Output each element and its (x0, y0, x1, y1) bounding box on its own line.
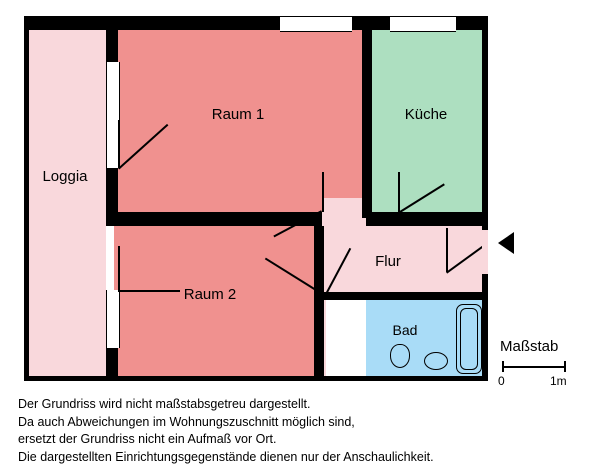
room-loggia-area (24, 30, 106, 380)
wall-hallway-bath (324, 292, 488, 300)
wall-loggia-lower (106, 348, 118, 380)
scale-bar (502, 361, 566, 373)
label-room-2: Raum 2 (183, 286, 237, 303)
disclaimer-text (18, 396, 578, 466)
label-bathroom: Bad (392, 322, 418, 338)
hallway-door-niche (322, 198, 366, 226)
bathtub-icon (456, 304, 482, 374)
floorplan-drawing (18, 8, 488, 386)
room-kitchen-area (370, 30, 482, 218)
scale-numbers (500, 374, 580, 388)
room-2-area (114, 226, 322, 380)
disclaimer-line-1: Der Grundriss wird nicht maßstabsgetreu dargestellt. (18, 397, 311, 411)
wall-room1-bottom (106, 212, 322, 226)
label-loggia: Loggia (42, 168, 88, 185)
scale-label-max: 1m (550, 374, 567, 388)
toilet-icon (390, 344, 410, 368)
wall-room2-hallway (314, 226, 324, 380)
door-entry-arc (446, 228, 448, 272)
door-kitchen-arc (398, 172, 400, 212)
wall-room1-kitchen (362, 30, 372, 218)
window-loggia-lower (106, 290, 120, 348)
disclaimer-line-2: Da auch Abweichungen im Wohnungszuschnitt möglich sind, (18, 414, 355, 429)
scale-rule (502, 366, 566, 368)
wall-kitchen-bottom (366, 212, 488, 226)
label-kitchen: Küche (404, 106, 448, 123)
scale-label-min: 0 (498, 374, 505, 388)
disclaimer-line-4: Die dargestellten Einrichtungsgegenstände dienen nur der Anschaulichkeit. (18, 449, 434, 464)
label-room-1: Raum 1 (211, 106, 265, 123)
bathtub-inner (460, 308, 478, 370)
sink-icon (424, 352, 448, 370)
scale-tick-start (502, 361, 504, 372)
wall-loggia-upper (106, 30, 118, 62)
entry-arrow-icon (498, 232, 514, 254)
door-room2-arc (314, 246, 316, 290)
disclaimer-line-3: ersetzt der Grundriss nicht ein Aufmaß vor Ort. (18, 432, 277, 446)
entry-opening (482, 230, 488, 274)
window-top-right (390, 16, 456, 32)
scale-legend (500, 338, 592, 388)
door-room2-loggia-arc (118, 246, 120, 290)
wall-bottom (24, 376, 488, 381)
scale-title: Maßstab (500, 338, 559, 355)
scale-tick-end (564, 361, 566, 372)
wall-right-outer (482, 16, 488, 380)
room-1-area (114, 30, 362, 218)
door-room1-hallway-arc (322, 172, 324, 212)
wall-left-outer (24, 16, 29, 380)
door-room1-loggia-arc (118, 120, 120, 168)
label-hallway: Flur (375, 253, 401, 270)
window-top-left (280, 16, 352, 32)
